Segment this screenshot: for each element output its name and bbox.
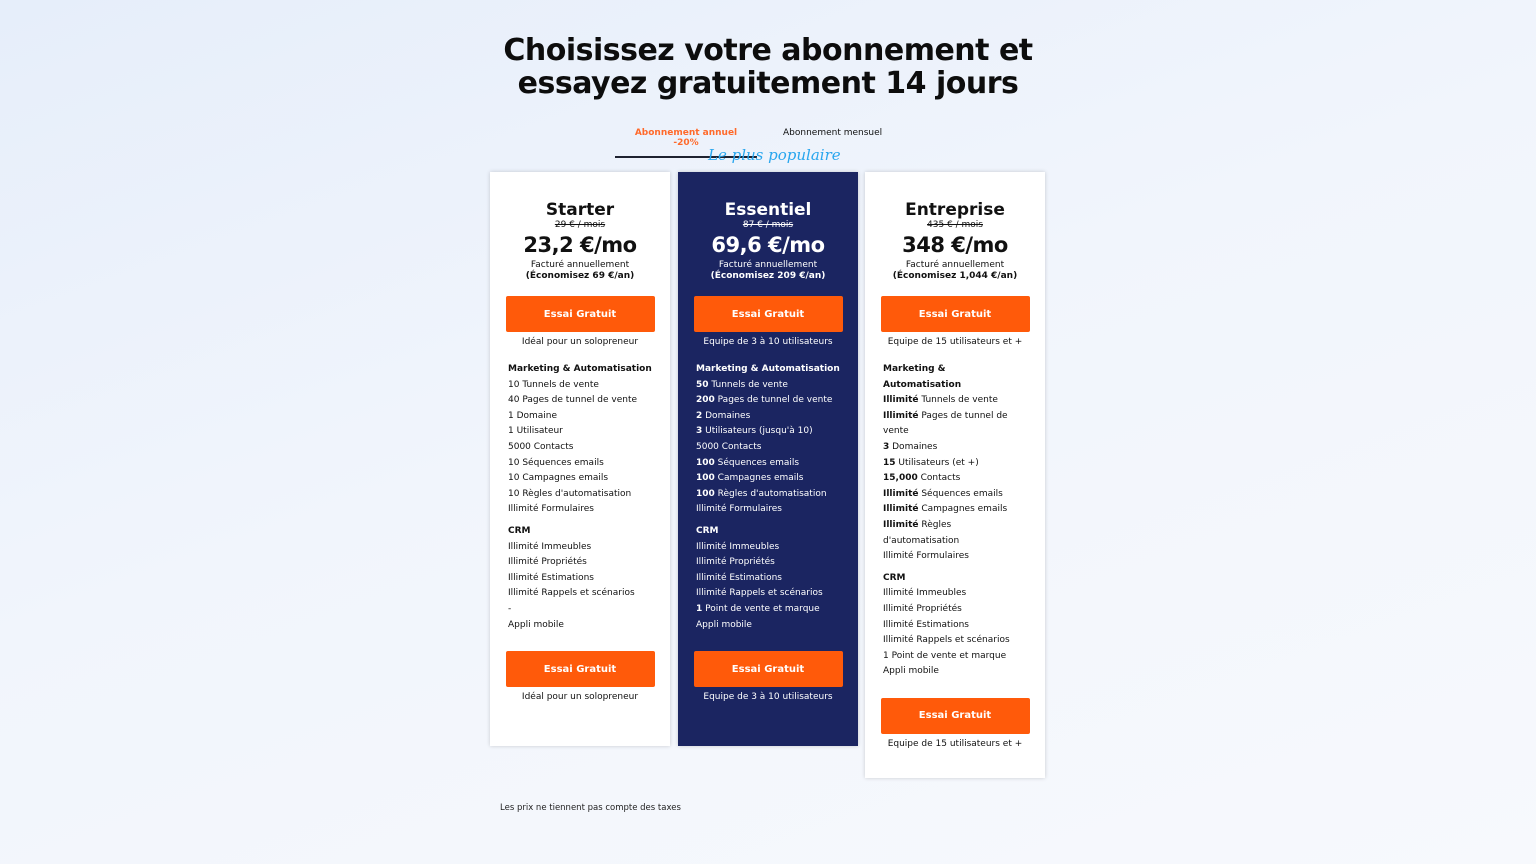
feature-item	[508, 555, 652, 571]
feature-section-heading: CRM	[883, 572, 906, 583]
feature-text: Campagnes emails	[714, 473, 804, 484]
plan-name: Essentiel	[724, 200, 812, 220]
plan-subtitle: Equipe de 15 utilisateurs et +	[887, 337, 1023, 347]
plan-subtitle-bottom: Equipe de 3 à 10 utilisateurs	[703, 692, 833, 703]
feature-text: Domaines	[889, 441, 938, 452]
feature-quantity: Illimité	[883, 410, 919, 421]
feature-item	[883, 502, 1015, 518]
feature-item	[696, 618, 840, 634]
feature-item	[508, 440, 652, 456]
feature-item	[508, 540, 652, 556]
feature-text: Séquences emails	[918, 488, 1003, 499]
feature-quantity: 3	[696, 426, 703, 437]
tab-annual[interactable]: Abonnement annuel -20%	[615, 128, 757, 158]
feature-item	[508, 393, 652, 409]
feature-item	[883, 487, 1015, 503]
feature-text: Illimité Immeubles	[508, 541, 592, 552]
feature-text: Illimité Immeubles	[696, 541, 780, 552]
feature-text: 1 Utilisateur	[508, 426, 563, 437]
old-price: 29 € / mois	[554, 220, 606, 230]
feature-item	[696, 456, 840, 472]
feature-text: Utilisateurs (et +)	[895, 457, 979, 468]
feature-text: Appli mobile	[696, 619, 752, 630]
billing-note: Facturé annuellement	[530, 260, 630, 270]
feature-text: Illimité Propriétés	[696, 557, 775, 568]
feature-item	[883, 518, 1015, 549]
plan-card-essentiel	[678, 172, 858, 746]
feature-text: Règles d'automatisation	[883, 519, 960, 546]
feature-item	[508, 618, 652, 634]
billing-note: Facturé annuellement	[905, 260, 1005, 270]
feature-section-heading: Marketing & Automatisation	[883, 364, 962, 390]
feature-item	[883, 471, 1015, 487]
feature-text: 1 Point de vente et marque	[883, 650, 1007, 661]
feature-item	[696, 586, 840, 602]
feature-text: Tunnels de vente	[918, 395, 998, 406]
feature-item	[696, 571, 840, 587]
title-line-1: Choisissez votre abonnement et	[503, 33, 1033, 68]
feature-text: Illimité Rappels et scénarios	[696, 588, 823, 599]
feature-item	[696, 540, 840, 556]
feature-text: Appli mobile	[508, 619, 564, 630]
feature-item	[508, 456, 652, 472]
feature-quantity: 1	[696, 603, 703, 614]
feature-text: Illimité Estimations	[883, 619, 969, 630]
feature-text: Séquences emails	[714, 457, 800, 468]
free-trial-button-bottom[interactable]: Essai Gratuit	[694, 651, 843, 687]
feature-item	[883, 586, 1015, 602]
feature-text: 40 Pages de tunnel de vente	[508, 395, 638, 406]
free-trial-button[interactable]: Essai Gratuit	[881, 296, 1030, 332]
free-trial-button-bottom[interactable]: Essai Gratuit	[881, 698, 1030, 734]
feature-quantity: 50	[696, 379, 709, 390]
feature-item	[508, 487, 652, 503]
feature-item	[696, 487, 840, 503]
feature-quantity: 200	[696, 395, 715, 406]
free-trial-button-bottom[interactable]: Essai Gratuit	[506, 651, 655, 687]
feature-item	[508, 502, 652, 518]
feature-text: 10 Campagnes emails	[508, 473, 609, 484]
feature-quantity: Illimité	[883, 504, 919, 515]
feature-section-heading: Marketing & Automatisation	[696, 364, 840, 374]
tab-monthly[interactable]: Abonnement mensuel	[783, 128, 883, 138]
plan-name: Starter	[545, 200, 615, 220]
feature-text: 5000 Contacts	[508, 441, 574, 452]
savings-note: (Économisez 209 €/an)	[710, 271, 826, 281]
feature-quantity: Illimité	[883, 488, 919, 499]
old-price: 87 € / mois	[742, 220, 794, 230]
feature-item	[696, 409, 840, 425]
feature-text: Utilisateurs (jusqu'à 10)	[702, 426, 813, 437]
feature-text: Appli mobile	[883, 666, 939, 677]
feature-text: Illimité Formulaires	[508, 504, 594, 515]
feature-text: Contacts	[917, 473, 961, 484]
feature-quantity: Illimité	[883, 519, 919, 530]
feature-text: Point de vente et marque	[702, 603, 820, 614]
plan-name: Entreprise	[905, 200, 1005, 220]
feature-item	[883, 664, 1015, 680]
feature-section-heading: CRM	[696, 525, 719, 536]
feature-list	[865, 348, 1045, 680]
feature-item	[883, 456, 1015, 472]
feature-item	[883, 549, 1015, 565]
feature-text: Illimité Estimations	[696, 572, 782, 583]
plan-price: 23,2 €/mo	[523, 233, 637, 257]
feature-text: 5000 Contacts	[696, 441, 762, 452]
savings-note: (Économisez 69 €/an)	[525, 271, 635, 281]
feature-item	[696, 440, 840, 456]
feature-item	[696, 424, 840, 440]
feature-text: Illimité Immeubles	[883, 588, 967, 599]
feature-text: 10 Règles d'automatisation	[508, 488, 632, 499]
old-price: 435 € / mois	[927, 220, 983, 230]
feature-quantity: 2	[696, 410, 703, 421]
feature-item	[508, 471, 652, 487]
tax-note: Les prix ne tiennent pas compte des taxes	[500, 803, 681, 813]
feature-item	[508, 586, 652, 602]
feature-quantity: 15,000	[883, 473, 918, 484]
feature-quantity: 100	[696, 457, 715, 468]
feature-item	[696, 378, 840, 394]
feature-text: Campagnes emails	[918, 504, 1008, 515]
feature-quantity: 100	[696, 473, 715, 484]
feature-text: -	[508, 603, 512, 614]
feature-item	[508, 602, 652, 618]
feature-text: 10 Tunnels de vente	[508, 379, 599, 390]
feature-text: Illimité Estimations	[508, 572, 594, 583]
feature-item	[883, 409, 1015, 440]
feature-text: Tunnels de vente	[708, 379, 788, 390]
feature-text: Illimité Formulaires	[883, 551, 969, 562]
plan-subtitle: Idéal pour un solopreneur	[521, 337, 639, 347]
plan-subtitle-bottom: Equipe de 15 utilisateurs et +	[887, 738, 1023, 749]
savings-note: (Économisez 1,044 €/an)	[892, 271, 1018, 281]
feature-item	[508, 378, 652, 394]
feature-text: Pages de tunnel de vente	[714, 395, 833, 406]
feature-text: Règles d'automatisation	[714, 488, 827, 499]
billing-note: Facturé annuellement	[718, 260, 818, 270]
feature-item	[696, 602, 840, 618]
free-trial-button[interactable]: Essai Gratuit	[694, 296, 843, 332]
feature-item	[883, 440, 1015, 456]
feature-text: Illimité Rappels et scénarios	[508, 588, 635, 599]
feature-quantity: Illimité	[883, 395, 919, 406]
feature-text: Illimité Propriétés	[508, 557, 587, 568]
free-trial-button[interactable]: Essai Gratuit	[506, 296, 655, 332]
title-line-2: essayez gratuitement 14 jours	[517, 66, 1019, 101]
feature-item	[883, 393, 1015, 409]
feature-section-heading: CRM	[508, 525, 531, 536]
feature-item	[696, 555, 840, 571]
feature-quantity: 3	[883, 441, 890, 452]
feature-text: 10 Séquences emails	[508, 457, 604, 468]
feature-item	[883, 649, 1015, 665]
plan-subtitle: Equipe de 3 à 10 utilisateurs	[703, 337, 833, 347]
popular-label: Le plus populaire	[708, 146, 841, 164]
feature-text: Illimité Formulaires	[696, 504, 782, 515]
page-title	[0, 34, 1536, 100]
feature-item	[696, 393, 840, 409]
feature-text: Domaines	[702, 410, 751, 421]
plan-subtitle-bottom: Idéal pour un solopreneur	[521, 692, 639, 703]
feature-item	[508, 571, 652, 587]
feature-list	[490, 348, 670, 633]
feature-quantity: 100	[696, 488, 715, 499]
feature-item	[883, 633, 1015, 649]
feature-item	[883, 602, 1015, 618]
plan-price: 69,6 €/mo	[711, 233, 825, 257]
plan-card-entreprise	[865, 172, 1045, 778]
feature-text: Pages de tunnel de vente	[883, 410, 1008, 437]
feature-text: Illimité Propriétés	[883, 603, 962, 614]
feature-item	[508, 409, 652, 425]
feature-item	[696, 471, 840, 487]
feature-list	[678, 348, 858, 633]
feature-item	[508, 424, 652, 440]
feature-item	[696, 502, 840, 518]
plan-price: 348 €/mo	[902, 233, 1008, 257]
feature-quantity: 15	[883, 457, 896, 468]
feature-text: Illimité Rappels et scénarios	[883, 635, 1010, 646]
feature-item	[883, 618, 1015, 634]
feature-section-heading: Marketing & Automatisation	[508, 364, 652, 374]
plan-card-starter	[490, 172, 670, 746]
feature-text: 1 Domaine	[508, 410, 558, 421]
